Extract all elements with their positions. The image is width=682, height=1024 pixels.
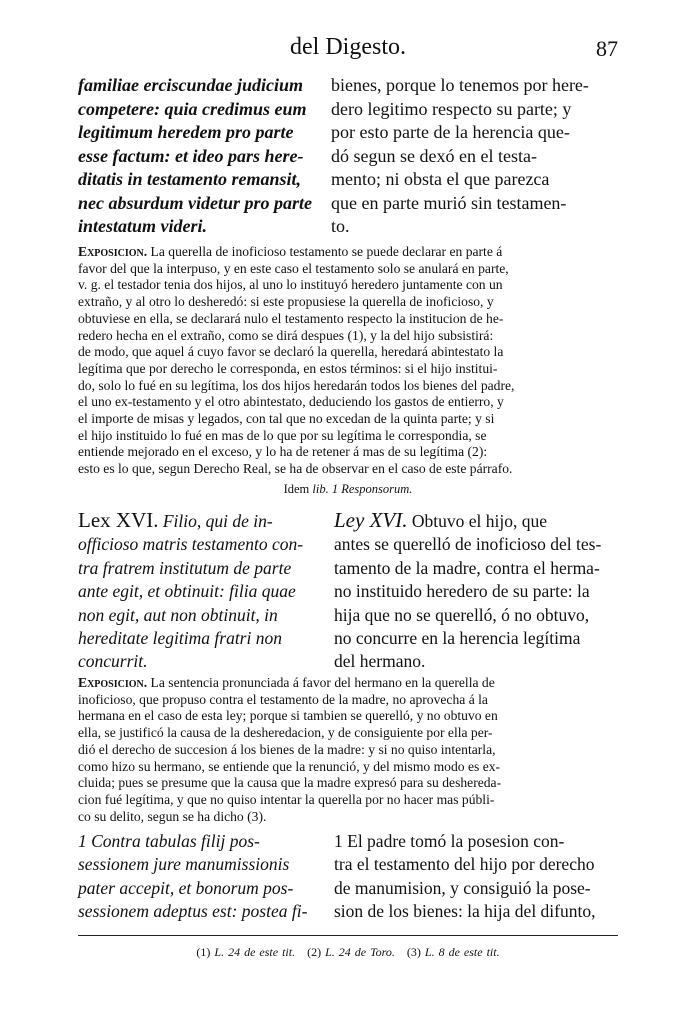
spanish-column xyxy=(331,74,618,239)
spanish-line: por esto parte de la herencia que- xyxy=(331,122,570,142)
commentary-line: obtuviese en ella, se declarará nulo el testamento respecto la institucion de he- xyxy=(78,310,504,326)
commentary-line: como hizo su hermano, se entiende que la renunció, y del mismo modo es ex- xyxy=(78,758,501,774)
exposicion-commentary xyxy=(78,675,618,825)
commentary-line: hermana en el caso de esta ley; porque si tambien se querelló, y no obtuvo en xyxy=(78,708,498,724)
spanish-column xyxy=(334,830,618,924)
latin-line: nec absurdum videtur pro parte xyxy=(78,192,313,213)
latin-line: 1 Contra tabulas filij pos- xyxy=(78,831,260,851)
spanish-line: bienes, porque lo tenemos por here- xyxy=(331,75,589,95)
commentary-line: Exposicion. La querella de inoficioso testamento se puede declarar en parte á xyxy=(78,244,503,259)
spanish-line: antes se querelló de inoficioso del tes- xyxy=(334,534,602,555)
latin-line: ditatis in testamento remansit, xyxy=(78,169,302,189)
commentary-line: legítima que por derecho le corresponda, en estos términos: si el hijo institui- xyxy=(78,360,498,376)
spanish-line: mento; ni obsta el que parezca xyxy=(331,169,550,189)
spanish-line: 1 El padre tomó la posesion con- xyxy=(334,831,565,851)
exposicion-label: Exposicion. xyxy=(78,244,148,259)
latin-line: hereditate legitima fratri non xyxy=(78,628,282,649)
latin-line: sessionem jure manumissionis xyxy=(78,854,290,875)
spanish-line: hija que no se querelló, ó no obtuvo, xyxy=(334,604,590,625)
spanish-line: no concurre en la herencia legítima xyxy=(334,628,581,649)
spanish-line: de manumision, y consiguió la pose- xyxy=(334,877,591,898)
latin-column xyxy=(78,509,323,674)
latin-line: legitimum heredem pro parte xyxy=(78,122,294,142)
latin-line: esse factum: et ideo pars here- xyxy=(78,145,304,166)
spanish-line: que en parte murió sin testamen- xyxy=(331,192,567,213)
latin-line: officioso matris testamento con- xyxy=(78,534,304,555)
spanish-line: dó segun se dexó en el testa- xyxy=(331,145,537,166)
latin-line: intestatum videri. xyxy=(78,216,208,236)
commentary-line: extraño, y al otro lo desheredó: si este propusiese la querella de inoficioso, y xyxy=(78,294,494,310)
spanish-line: tamento de la madre, contra el herma- xyxy=(334,557,600,578)
latin-line: sessionem adeptus est: postea fi- xyxy=(78,901,308,922)
spanish-line: del hermano. xyxy=(334,651,426,672)
source-citation: Idem lib. 1 Responsorum. xyxy=(283,482,413,496)
commentary-line: entiende mejorado en el exceso, y lo ha de retener á mas de su legítima (2): xyxy=(78,444,488,460)
commentary-line: redero hecha en el extraño, como se dirá despues (1), y la del hijo subsistirá: xyxy=(78,327,494,343)
ley-heading: Ley XVI. xyxy=(334,508,408,532)
latin-line: tra fratrem institutum de parte xyxy=(78,557,292,578)
commentary-line: de modo, que aquel á cuyo favor se declaró la querella, heredará abintestato la xyxy=(78,344,504,360)
law-section xyxy=(78,509,618,674)
footnotes xyxy=(78,945,618,960)
commentary-line: el hijo instituido lo fué en mas de lo que por su legítima le correspondia, se xyxy=(78,427,487,443)
latin-line: non egit, aut non obtinuit, in xyxy=(78,604,278,625)
commentary-line: v. g. el testador tenia dos hijos, al uno lo instituyó heredero juntamente con un xyxy=(78,277,503,293)
spanish-column xyxy=(334,509,618,674)
page-number: 87 xyxy=(596,36,618,61)
commentary-line: dió el derecho de succesion á los bienes de la madre: y si no quiso intentarla, xyxy=(78,741,496,757)
spanish-line: Ley XVI. Obtuvo el hijo, que xyxy=(334,508,547,532)
running-header xyxy=(78,34,618,68)
footnote: (1) L. 24 de este tit. xyxy=(196,945,296,959)
latin-line: competere: quia credimus eum xyxy=(78,98,307,119)
spanish-line: sion de los bienes: la hija del difunto, xyxy=(334,901,596,922)
commentary-line: cion fué legítima, y que no quiso intentar la querella por no hacer mas públi- xyxy=(78,791,495,807)
latin-line: Lex XVI. Filio, qui de in- xyxy=(78,508,273,532)
latin-line: familiae erciscundae judicium xyxy=(78,75,303,95)
section-continuation xyxy=(78,74,618,239)
commentary-line: Exposicion. La sentencia pronunciada á favor del hermano en la querella de xyxy=(78,675,495,690)
spanish-line: no instituido heredero de su parte: la xyxy=(334,581,590,602)
latin-line: ante egit, et obtinuit: filia quae xyxy=(78,581,296,602)
commentary-line: cluida; pues se presume que la causa que la madre expresó para su deshereda- xyxy=(78,775,502,791)
footnote: (2) L. 24 de Toro. xyxy=(307,945,395,959)
exposicion-commentary xyxy=(78,244,618,478)
latin-column xyxy=(78,830,323,924)
spanish-line: dero legitimo respecto su parte; y xyxy=(331,98,572,119)
footnote-rule xyxy=(78,935,618,936)
commentary-line: esto es lo que, segun Derecho Real, se ha de observar en el caso de este párrafo. xyxy=(78,461,513,477)
commentary-line: ella, se justificó la causa de la desheredacion, y de consiguiente por ella per- xyxy=(78,725,493,741)
commentary-line: do, solo lo fué en su legítima, los dos hijos heredarán todos los bienes del padre, xyxy=(78,377,515,393)
latin-line: concurrit. xyxy=(78,651,148,672)
latin-line: pater accepit, et bonorum pos- xyxy=(78,877,294,898)
exposicion-label: Exposicion. xyxy=(78,675,148,690)
footnote: (3) L. 8 de este tit. xyxy=(406,945,500,959)
running-title: del Digesto. xyxy=(290,34,406,60)
paragraph-one xyxy=(78,830,618,924)
commentary-line: el uno ex-testamento y el otro abintestato, deduciendo los gastos de entierro, y xyxy=(78,394,504,410)
commentary-line: inoficioso, que propuso contra el testamento de la madre, no aprovecha á la xyxy=(78,691,488,707)
commentary-line: el importe de misas y legados, con tal que no excedan de la quinta parte; y si xyxy=(78,411,495,427)
latin-column xyxy=(78,74,328,239)
spanish-line: to. xyxy=(331,216,350,236)
lex-heading: Lex XVI. xyxy=(78,508,159,532)
commentary-line: co su delito, segun se ha dicho (3). xyxy=(78,808,267,824)
commentary-line: favor del que la interpuso, y en este caso el testamento solo se anulará en parte, xyxy=(78,260,509,276)
spanish-line: tra el testamento del hijo por derecho xyxy=(334,854,595,875)
